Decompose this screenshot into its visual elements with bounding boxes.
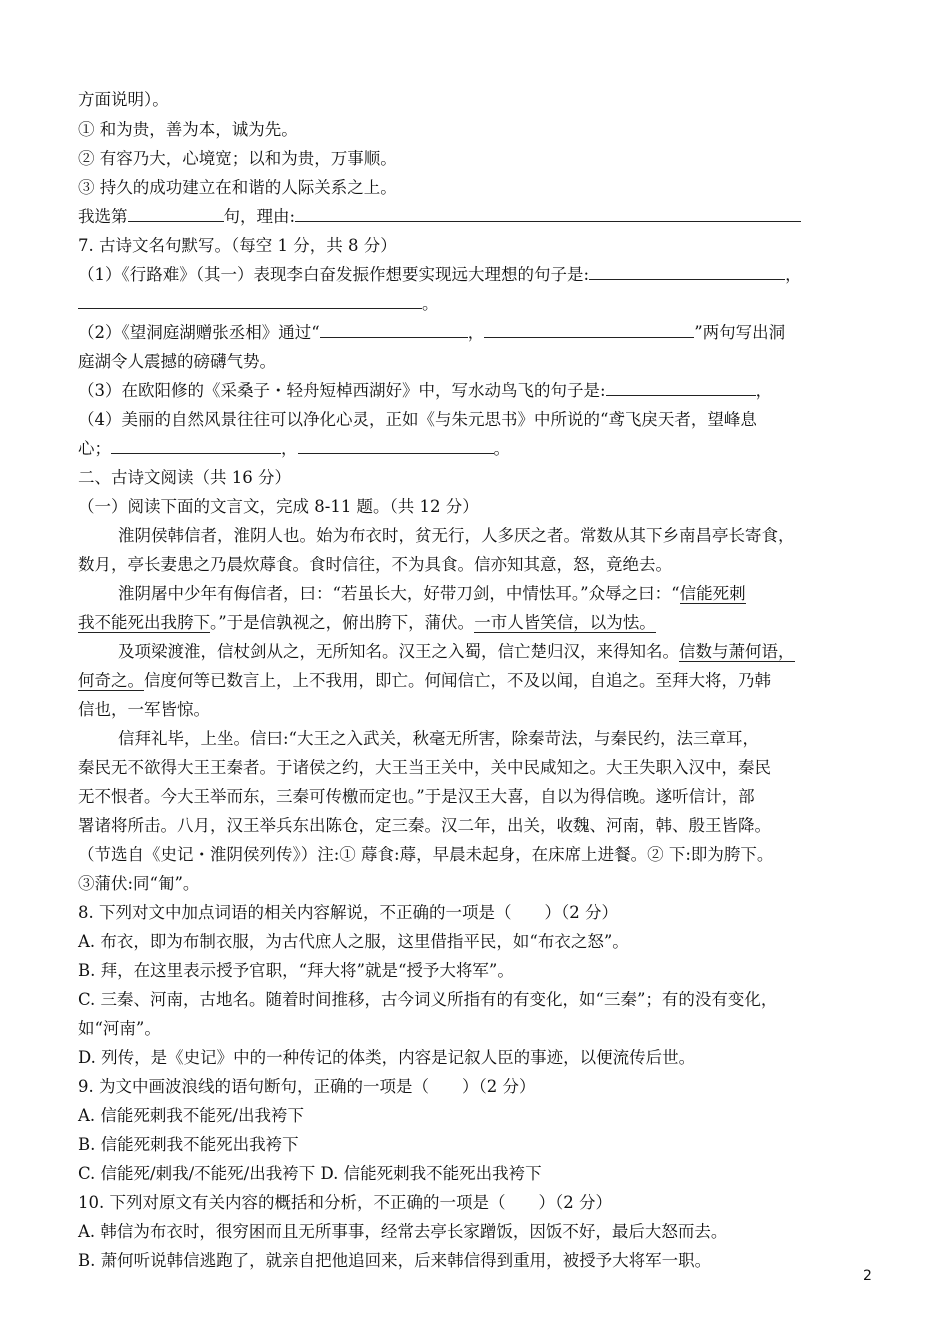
q7-1-blank-1[interactable] <box>589 265 785 280</box>
passage-p2-text-2: 。”于是信孰视之，俯出胯下，蒲伏。 <box>210 613 475 632</box>
q6-option-1: ① 和为贵，善为本，诚为先。 <box>78 120 298 139</box>
q6-option-2: ② 有容乃大，心境宽；以和为贵，万事顺。 <box>78 149 397 168</box>
passage-p3-text-2: 信度何等已数言上，上不我用，即亡。何闻信亡，不及以闻，自追之。至拜大将，乃韩 <box>144 671 771 690</box>
q7-1-blank-2[interactable] <box>78 294 422 309</box>
passage-p4-line-1: 信拜礼毕，上坐。信曰:“大王之入武关，秋毫无所害，除秦苛法，与秦民约，法三章耳， <box>118 729 759 748</box>
passage-notes-line-2: ③蒲伏:同“匍”。 <box>78 874 200 893</box>
q7-3-line <box>78 379 772 403</box>
q9-title: 9. 为文中画波浪线的语句断句，正确的一项是（ ）（2 分） <box>78 1077 536 1096</box>
passage-p3-line-2 <box>78 669 771 693</box>
q8-option-c-cont: 如“河南”。 <box>78 1019 161 1038</box>
q7-1-comma: ， <box>785 265 802 284</box>
q7-2-blank-2[interactable] <box>484 323 694 338</box>
passage-p3-line-1 <box>118 640 795 664</box>
q7-2-line <box>78 321 785 345</box>
q7-3-blank-1[interactable] <box>606 381 756 396</box>
q6-choice-blank[interactable] <box>128 207 224 222</box>
wavy-underlined-text-cont: 我不能死出我胯下 <box>78 613 210 632</box>
q8-title: 8. 下列对文中加点词语的相关内容解说，不正确的一项是（ ）（2 分） <box>78 903 618 922</box>
q7-2-line-2: 庭湖令人震撼的磅礴气势。 <box>78 352 276 371</box>
q7-1-line <box>78 263 802 287</box>
q6-answer-label: 我选第 <box>78 207 128 226</box>
q7-1-end: 。 <box>422 294 439 313</box>
q8-option-c: C. 三秦、河南，古地名。随着时间推移，古今词义所指有的有变化，如“三秦”；有的没有变化， <box>78 990 778 1009</box>
q10-title: 10. 下列对原文有关内容的概括和分析，不正确的一项是（ ）（2 分） <box>78 1193 612 1212</box>
q7-3-comma: ， <box>755 381 773 400</box>
q10-option-b: B. 萧何听说韩信逃跑了，就亲自把他追回来，后来韩信得到重用，被授予大将军一职。 <box>78 1251 712 1270</box>
q7-2-suffix: ”两句写出洞 <box>694 323 786 342</box>
q10-option-a: A. 韩信为布衣时，很穷困而且无所事事，经常去亭长家蹭饭，因饭不好，最后大怒而去。 <box>78 1222 728 1241</box>
passage-p2-line-1 <box>118 582 746 606</box>
q7-4-line: （4）美丽的自然风景往往可以净化心灵，正如《与朱元思书》中所说的“鸢飞戾天者，望峰息 <box>78 410 757 429</box>
passage-p1-line-1: 淮阴侯韩信者，淮阴人也。始为布衣时，贫无行，人多厌之者。常数从其下乡南昌亭长寄食， <box>118 526 795 545</box>
q8-option-d: D. 列传，是《史记》中的一种传记的体类，内容是记叙人臣的事迹，以便流传后世。 <box>78 1048 696 1067</box>
underlined-sentence-2: 信数与萧何语， <box>679 642 795 661</box>
q8-option-b: B. 拜，在这里表示授予官职，“拜大将”就是“授予大将军”。 <box>78 961 514 980</box>
q6-reason-label: 句，理由: <box>223 207 296 226</box>
q6-option-3: ③ 持久的成功建立在和谐的人际关系之上。 <box>78 178 397 197</box>
q9-option-a: A. 信能死刺我不能死/出我袴下 <box>78 1106 304 1125</box>
q8-option-a: A. 布衣，即为布制衣服，为古代庶人之服，这里借指平民，如“布衣之怒”。 <box>78 932 629 951</box>
q7-4-blank-1[interactable] <box>111 439 281 454</box>
q6-answer-line <box>78 205 801 229</box>
q7-title: 7. 古诗文名句默写。（每空 1 分，共 8 分） <box>78 236 397 255</box>
wavy-underlined-text: 信能死刺 <box>679 584 746 603</box>
q7-4-comma: ， <box>281 439 298 458</box>
passage-p2-text: 淮阴屠中少年有侮信者，曰：“若虽长大，好带刀剑，中情怯耳。”众辱之曰：“ <box>118 584 680 603</box>
q7-2-comma: ， <box>467 323 485 342</box>
q7-1-prompt: （1）《行路难》（其一）表现李白奋发振作想要实现远大理想的句子是: <box>78 265 590 284</box>
page-number: 2 <box>863 1268 872 1284</box>
passage-notes-line-1: （节选自《史记・淮阴侯列传》）注:① 蓐食:蓐，早晨未起身，在床席上进餐。② 下:即为胯下。 <box>78 845 774 864</box>
passage-p3-text: 及项梁渡淮，信杖剑从之，无所知名。汉王之入蜀，信亡楚归汉，来得知名。 <box>118 642 679 661</box>
passage-p3-line-3: 信也，一军皆惊。 <box>78 700 210 719</box>
underlined-sentence-2-cont: 何奇之。 <box>78 671 144 690</box>
section-2-title: 二、古诗文阅读（共 16 分） <box>78 468 291 487</box>
passage-p2-line-2 <box>78 611 656 635</box>
q7-2-blank-1[interactable] <box>320 323 468 338</box>
passage-p4-line-4: 署诸将所击。八月，汉王举兵东出陈仓，定三秦。汉二年，出关，收魏、河南，韩、殷王皆降。 <box>78 816 771 835</box>
q7-3-prompt: （3）在欧阳修的《采桑子・轻舟短棹西湖好》中，写水动鸟飞的句子是: <box>78 381 606 400</box>
q6-intro: 方面说明）。 <box>78 90 169 109</box>
q6-reason-blank[interactable] <box>295 207 801 222</box>
underlined-sentence: 一市人皆笑信，以为怯。 <box>474 613 656 632</box>
q7-2-prompt: （2）《望洞庭湖赠张丞相》通过“ <box>78 323 320 342</box>
q7-1-line-2 <box>78 292 439 316</box>
passage-p4-line-3: 无不恨者。今大王举而东，三秦可传檄而定也。”于是汉王大喜，自以为得信晚。遂听信计，部 <box>78 787 755 806</box>
passage-p4-line-2: 秦民无不欲得大王王秦者。于诸侯之约，大王当王关中，关中民咸知之。大王失职入汉中，秦民 <box>78 758 771 777</box>
q7-4-blank-2[interactable] <box>298 439 494 454</box>
passage-p1-line-2: 数月，亭长妻患之乃晨炊蓐食。食时信往，不为具食。信亦知其意，怒，竟绝去。 <box>78 555 672 574</box>
q9-option-b: B. 信能死刺我不能死出我袴下 <box>78 1135 299 1154</box>
section-2-subtitle: （一）阅读下面的文言文，完成 8-11 题。（共 12 分） <box>78 497 479 516</box>
q9-option-c-d: C. 信能死/刺我/不能死/出我袴下 D. 信能死刺我不能死出我袴下 <box>78 1164 542 1183</box>
q7-4-line-2 <box>78 437 510 461</box>
q7-4-prefix: 心； <box>78 439 111 458</box>
q7-4-end: 。 <box>493 439 510 458</box>
